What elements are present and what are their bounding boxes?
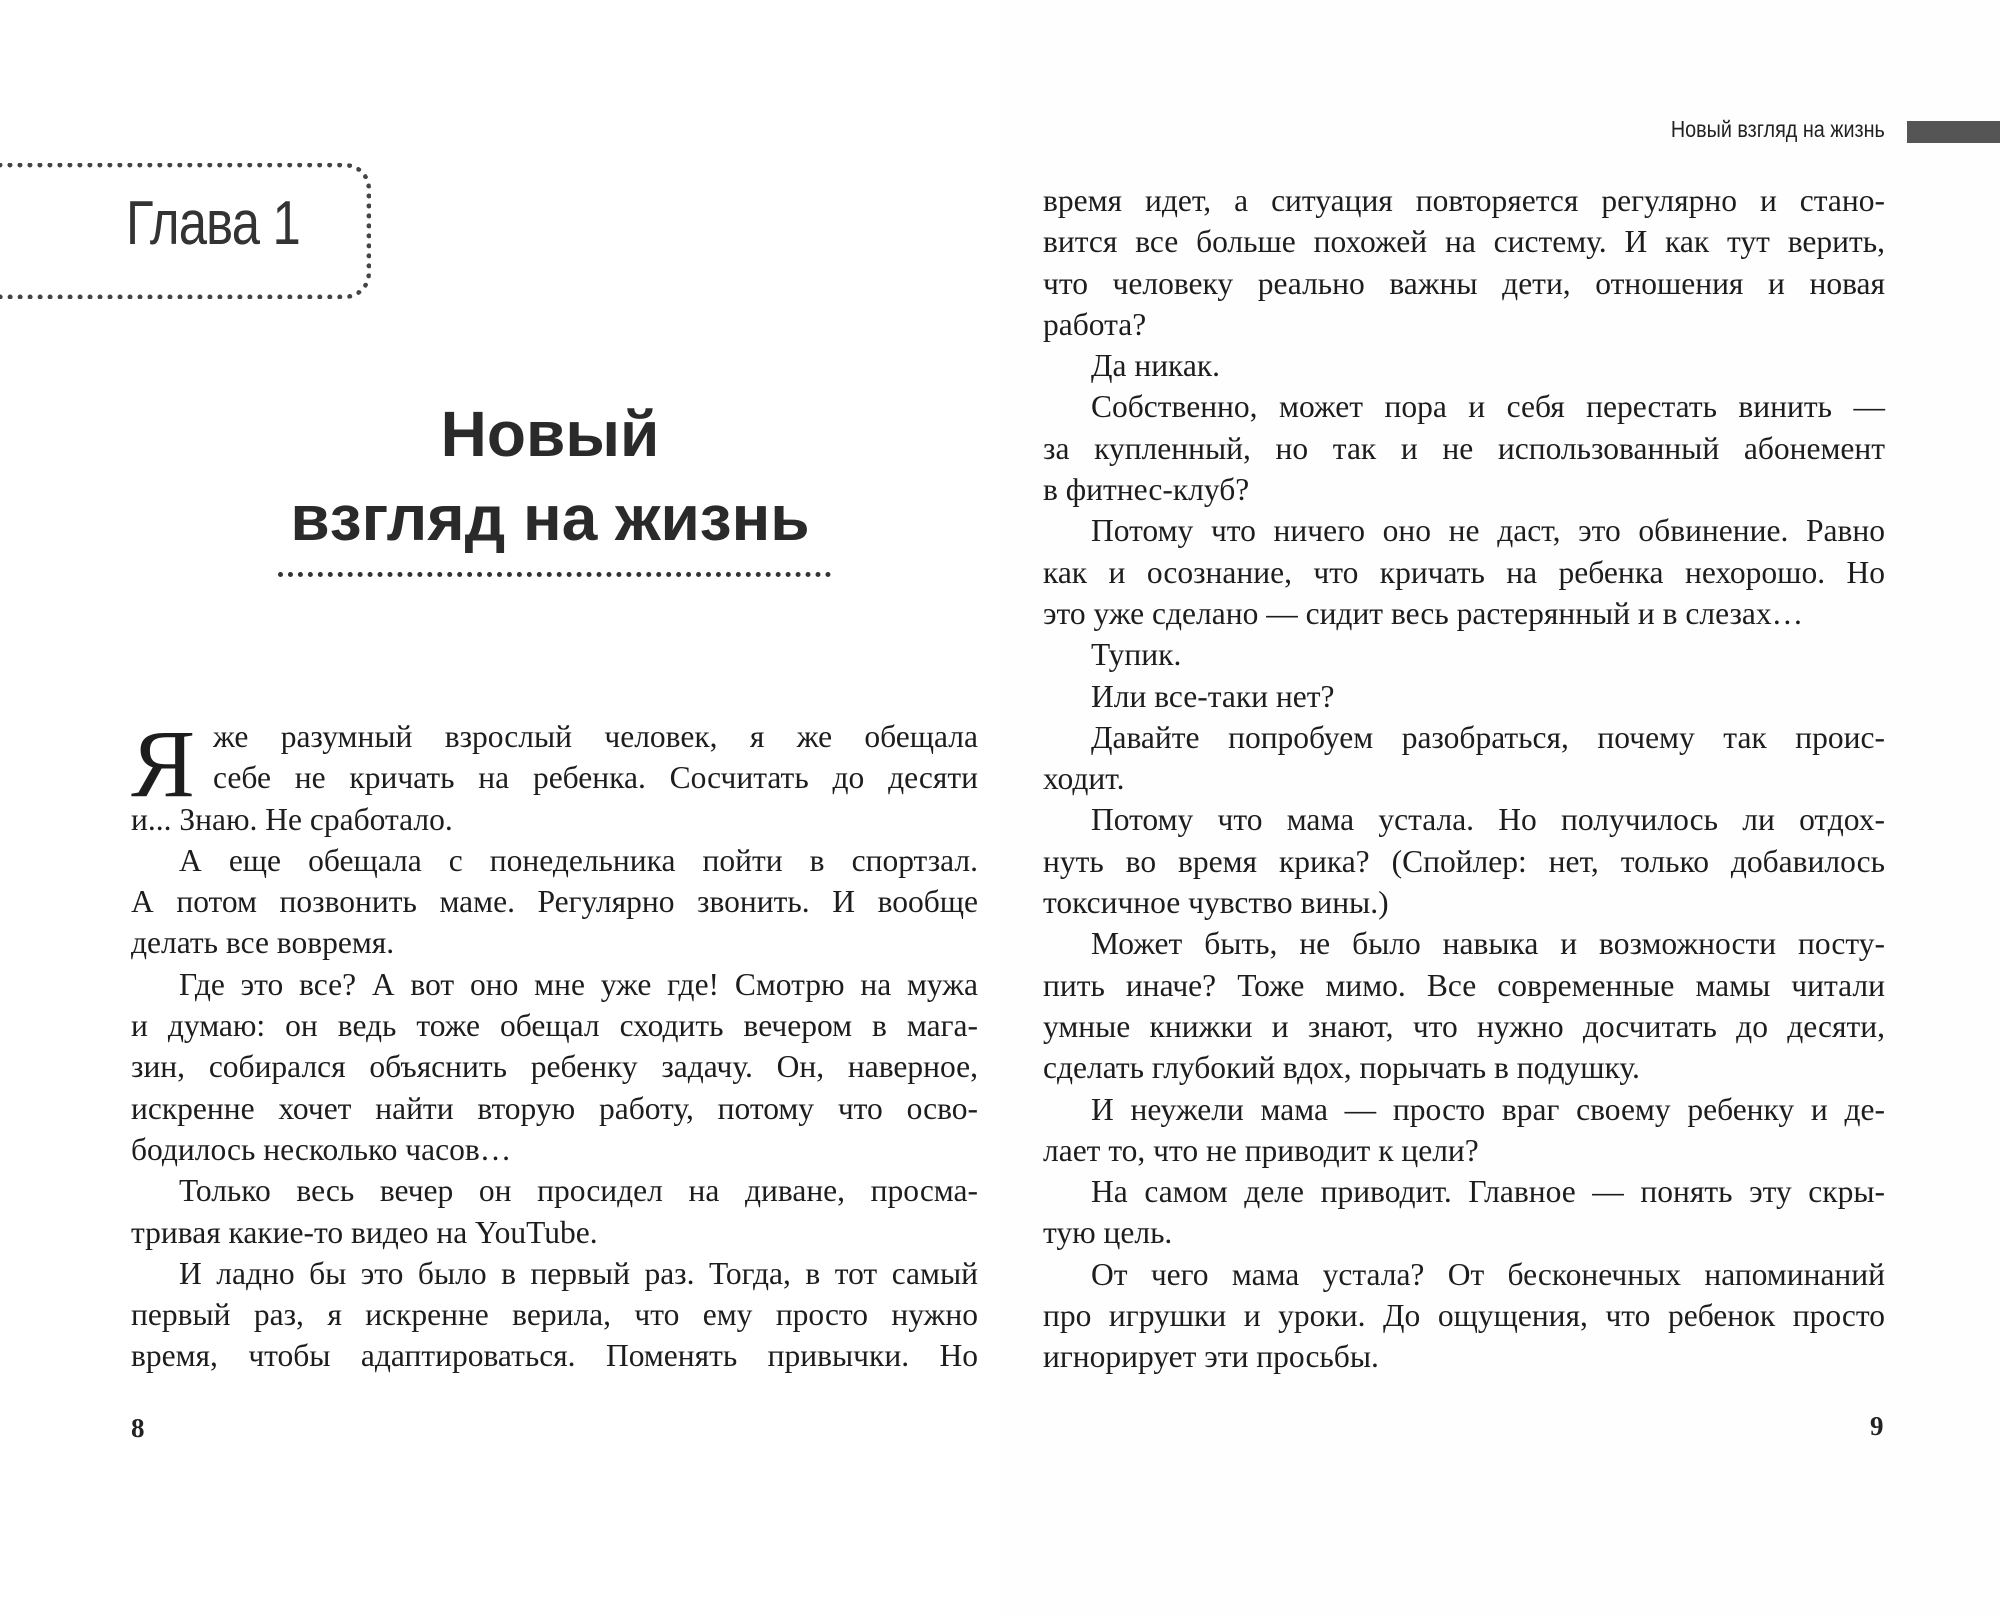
text-line: и думаю: он ведь тоже обещал сходить вечером в мага- bbox=[131, 1008, 978, 1044]
text-line: это уже сделано — сидит весь растерянный и в слезах… bbox=[1043, 595, 1804, 631]
paragraph bbox=[131, 1170, 978, 1253]
right-body-text bbox=[1043, 180, 1885, 1378]
chapter-title-line-2: взгляд на жизнь bbox=[290, 482, 810, 554]
chapter-title-line-1: Новый bbox=[440, 398, 660, 470]
text-line: время, чтобы адаптироваться. Поменять привычки. Но bbox=[131, 1338, 978, 1374]
paragraph bbox=[1043, 799, 1885, 923]
page-number-left: 8 bbox=[131, 1413, 145, 1443]
text-line: ходит. bbox=[1043, 761, 1125, 797]
paragraph bbox=[131, 964, 978, 1170]
text-line: Может быть, не было навыка и возможности посту- bbox=[1091, 926, 1885, 962]
paragraph bbox=[1043, 510, 1885, 634]
text-line: Потому что ничего оно не даст, это обвинение. Равно bbox=[1091, 513, 1885, 549]
text-line: про игрушки и уроки. До ощущения, что ребенок просто bbox=[1043, 1298, 1885, 1334]
text-line: работа? bbox=[1043, 306, 1147, 342]
paragraph bbox=[1043, 1171, 1885, 1254]
text-line: игнорирует эти просьбы. bbox=[1043, 1339, 1379, 1375]
text-line: тривая какие-то видео на YouTube. bbox=[131, 1214, 598, 1250]
drop-cap: Я bbox=[131, 710, 196, 817]
text-line: Или все-таки нет? bbox=[1091, 678, 1335, 714]
text-line: тую цель. bbox=[1043, 1215, 1173, 1251]
text-line: сделать глубокий вдох, порычать в подушку. bbox=[1043, 1050, 1640, 1086]
text-line: искренне хочет найти вторую работу, потому что осво- bbox=[131, 1090, 978, 1126]
text-line: лает то, что не приводит к цели? bbox=[1043, 1132, 1479, 1168]
paragraph bbox=[1043, 345, 1885, 386]
paragraph bbox=[1043, 180, 1885, 345]
text-line: пить иначе? Тоже мимо. Все современные мамы читали bbox=[1043, 967, 1885, 1003]
paragraph bbox=[1043, 386, 1885, 510]
text-line: Давайте попробуем разобраться, почему так проис- bbox=[1091, 719, 1885, 755]
text-line: Только весь вечер он просидел на диване, просма- bbox=[179, 1173, 978, 1209]
text-line: зин, собирался объяснить ребенку задачу. Он, наверное, bbox=[131, 1049, 978, 1085]
text-line: себе не кричать на ребенка. Сосчитать до десяти bbox=[213, 760, 978, 796]
paragraph bbox=[131, 1253, 978, 1377]
running-head-bar bbox=[1907, 121, 2000, 143]
paragraph bbox=[1043, 1089, 1885, 1172]
text-line: умные книжки и знают, что нужно досчитать до десяти, bbox=[1043, 1008, 1885, 1044]
text-line: На самом деле приводит. Главное — понять эту скры- bbox=[1091, 1174, 1885, 1210]
text-line: делать все вовремя. bbox=[131, 925, 395, 961]
running-head: Новый взгляд на жизнь bbox=[1671, 116, 1885, 142]
text-line: нуть во время крика? (Спойлер: нет, только добавилось bbox=[1043, 843, 1885, 879]
right-page bbox=[1000, 0, 2000, 1615]
text-line: А потом позвонить маме. Регулярно звонить. И вообще bbox=[131, 884, 978, 920]
paragraph bbox=[131, 710, 978, 840]
title-dotted-rule bbox=[278, 572, 831, 577]
text-line: Собственно, может пора и себя перестать винить — bbox=[1091, 389, 1885, 425]
left-body-text bbox=[131, 710, 978, 1377]
text-line: бодилось несколько часов… bbox=[131, 1131, 512, 1167]
text-line: за купленный, но так и не использованный абонемент bbox=[1043, 430, 1885, 466]
text-line: От чего мама устала? От бесконечных напоминаний bbox=[1091, 1256, 1885, 1292]
text-line: И неужели мама — просто враг своему ребенку и де- bbox=[1091, 1091, 1885, 1127]
text-line: что человеку реально важны дети, отношения и новая bbox=[1043, 265, 1885, 301]
chapter-label: Глава 1 bbox=[126, 189, 300, 258]
paragraph bbox=[1043, 717, 1885, 800]
text-line: как и осознание, что кричать на ребенка нехорошо. Но bbox=[1043, 554, 1885, 590]
text-line: Потому что мама устала. Но получилось ли отдох- bbox=[1091, 802, 1885, 838]
text-line: И ладно бы это было в первый раз. Тогда, в тот самый bbox=[179, 1255, 978, 1291]
text-line: Тупик. bbox=[1091, 637, 1182, 673]
paragraph bbox=[1043, 923, 1885, 1088]
paragraph bbox=[131, 840, 978, 964]
text-line: Где это все? А вот оно мне уже где! Смотрю на мужа bbox=[179, 966, 978, 1002]
text-line: А еще обещала с понедельника пойти в спортзал. bbox=[179, 842, 978, 878]
paragraph bbox=[1043, 676, 1885, 717]
page-number-right: 9 bbox=[1870, 1411, 1884, 1441]
text-line: Да никак. bbox=[1091, 348, 1221, 384]
text-line: вится все больше похожей на систему. И как тут верить, bbox=[1043, 224, 1885, 260]
text-line: токсичное чувство вины.) bbox=[1043, 885, 1389, 921]
text-line: время идет, а ситуация повторяется регулярно и стано- bbox=[1043, 183, 1885, 218]
paragraph bbox=[1043, 634, 1885, 675]
paragraph bbox=[1043, 1254, 1885, 1378]
text-line: в фитнес-клуб? bbox=[1043, 472, 1250, 508]
text-line: первый раз, я искренне верила, что ему просто нужно bbox=[131, 1297, 978, 1333]
text-line: же разумный взрослый человек, я же обещала bbox=[213, 719, 978, 754]
text-line: и... Знаю. Не сработало. bbox=[131, 801, 453, 837]
